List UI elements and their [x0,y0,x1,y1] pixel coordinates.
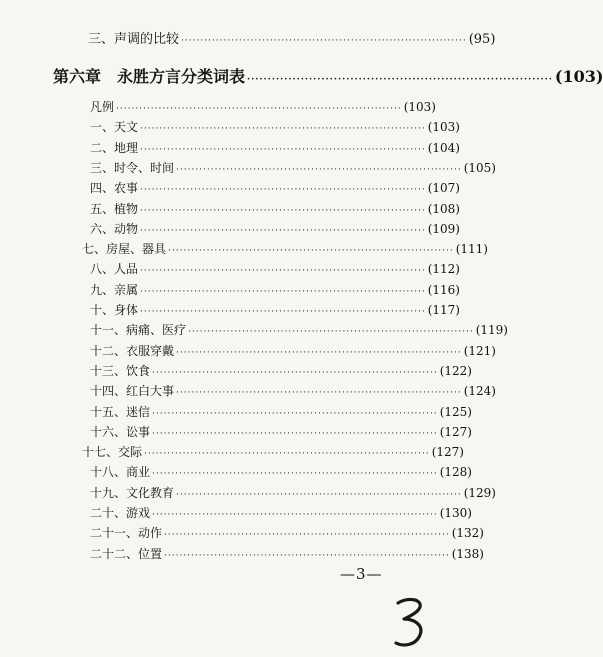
toc-entry-page: (109) [427,221,460,236]
toc-entry-label: 十四、红白大事 [90,384,175,399]
toc-entry [90,179,460,196]
toc-entry [90,281,460,298]
toc-entry [90,321,508,338]
dot-leader: ·········································································· [140,286,426,297]
toc-entry-label: 十九、文化教育 [90,485,175,500]
dot-leader: ·········································································· [176,489,462,500]
toc-entry [90,362,472,379]
toc-entry-label: 九、亲属 [90,282,139,297]
toc-entry-label: 七、房屋、器具 [82,242,167,257]
toc-entry-label: 十八、商业 [90,465,151,480]
toc-entry-label: 六、动物 [90,221,139,236]
toc-entry [82,240,488,257]
toc-entry [90,403,472,420]
handwritten-mark [392,593,432,651]
toc-entry-label: 十一、病痛、医疗 [90,323,187,338]
toc-entry-page: (130) [439,506,472,520]
dot-leader: ·········································································· [176,388,462,399]
toc-entry-page: (122) [439,363,472,378]
toc-entry-label: 八、人品 [90,262,139,277]
toc-entry-page: (111) [455,242,488,257]
toc-entry-page: (121) [463,343,496,358]
toc-entry [90,504,472,521]
toc-entry-page: (138) [451,546,484,561]
page-number: —3— [340,565,383,583]
dot-leader: ·········································································· [140,144,426,155]
toc-entry-page: (129) [463,485,496,500]
toc-entry-page: (105) [463,160,496,175]
toc-entry-label: 十二、衣服穿戴 [90,343,175,358]
toc-entry [90,423,472,440]
toc-entry-label: 十、身体 [90,303,139,317]
toc-entry [90,139,460,156]
dot-leader: ·········································································· [140,225,426,236]
dot-leader: ·········································································· [176,164,462,175]
toc-entry [90,220,460,237]
dot-leader: ·········································································· [140,205,426,216]
toc-entry-label: 二十二、位置 [90,546,163,561]
toc-entry [90,260,460,277]
toc-entry-page: (107) [427,181,460,196]
toc-entry [90,301,460,318]
dot-leader: ·········································································· [140,124,426,135]
dot-leader: ·········································································· [152,428,438,439]
dot-leader: ·········································································· [152,469,438,480]
toc-entry-page: (127) [431,445,464,460]
dot-leader: ·········································································· [152,408,438,419]
dot-leader: ·········································································· [144,449,430,460]
toc-entry-page: (119) [475,323,508,338]
dot-leader: ·········································································· [176,347,462,358]
toc-entry-label: 一、天文 [90,120,139,135]
toc-entry [90,342,496,359]
toc-entry [90,382,496,399]
toc-entry-page: (108) [427,201,460,216]
toc-entry-page: (127) [439,424,472,439]
toc-entry-label: 凡例 [90,100,115,114]
dot-leader: ·········································································· [168,246,454,257]
toc-entry-label: 二十一、动作 [90,526,163,541]
toc-entry-top [88,28,496,47]
toc-entry-page: (103) [427,120,460,135]
toc-entry-page: (132) [451,526,484,541]
dot-leader: ·········································································· [164,530,450,541]
toc-entry-label: 十五、迷信 [90,404,151,419]
toc-entry-page: (103) [403,100,436,114]
toc-entry [90,524,484,541]
toc-entry [90,98,436,115]
dot-leader: ·········································································· [247,75,553,85]
chapter-title: 第六章 永胜方言分类词表 [53,67,246,86]
toc-entry-page: (124) [463,384,496,399]
toc-entry [90,545,484,562]
toc-entry-label: 二十、游戏 [90,506,151,520]
dot-leader: ·········································································· [140,307,426,317]
toc-entry-page: (128) [439,465,472,480]
toc-entry-label: 十七、交际 [82,445,143,460]
toc-entry [90,463,472,480]
toc-entry [90,200,460,217]
dot-leader: ·········································································· [152,367,438,378]
dot-leader: ·········································································· [140,185,426,196]
chapter-page: (103) [554,67,603,86]
dot-leader: ·········································································· [116,104,402,114]
toc-entry-label: 三、时令、时间 [90,160,175,175]
toc-entry-page: (104) [427,140,460,155]
toc-entry-label: 五、植物 [90,201,139,216]
dot-leader: ·········································································· [140,266,426,277]
toc-entry-page: (95) [468,32,496,47]
toc-entry-page: (117) [427,303,460,317]
dot-leader: ·········································································· [188,327,474,338]
toc-entry [90,159,496,176]
toc-entry-label: 十三、饮食 [90,363,151,378]
dot-leader: ·········································································· [181,36,467,46]
toc-entry-page: (112) [427,262,460,277]
dot-leader: ·········································································· [152,510,438,520]
toc-entry-page: (125) [439,404,472,419]
toc-entry [90,118,460,135]
toc-entry [90,484,496,501]
toc-entry-label: 三、声调的比较 [88,32,180,47]
toc-entry-label: 四、农事 [90,181,139,196]
dot-leader: ·········································································· [164,550,450,561]
toc-entry-label: 十六、讼事 [90,424,151,439]
toc-entry-label: 二、地理 [90,140,139,155]
toc-entry [82,443,464,460]
toc-entry-page: (116) [427,282,460,297]
chapter-heading [53,64,603,87]
